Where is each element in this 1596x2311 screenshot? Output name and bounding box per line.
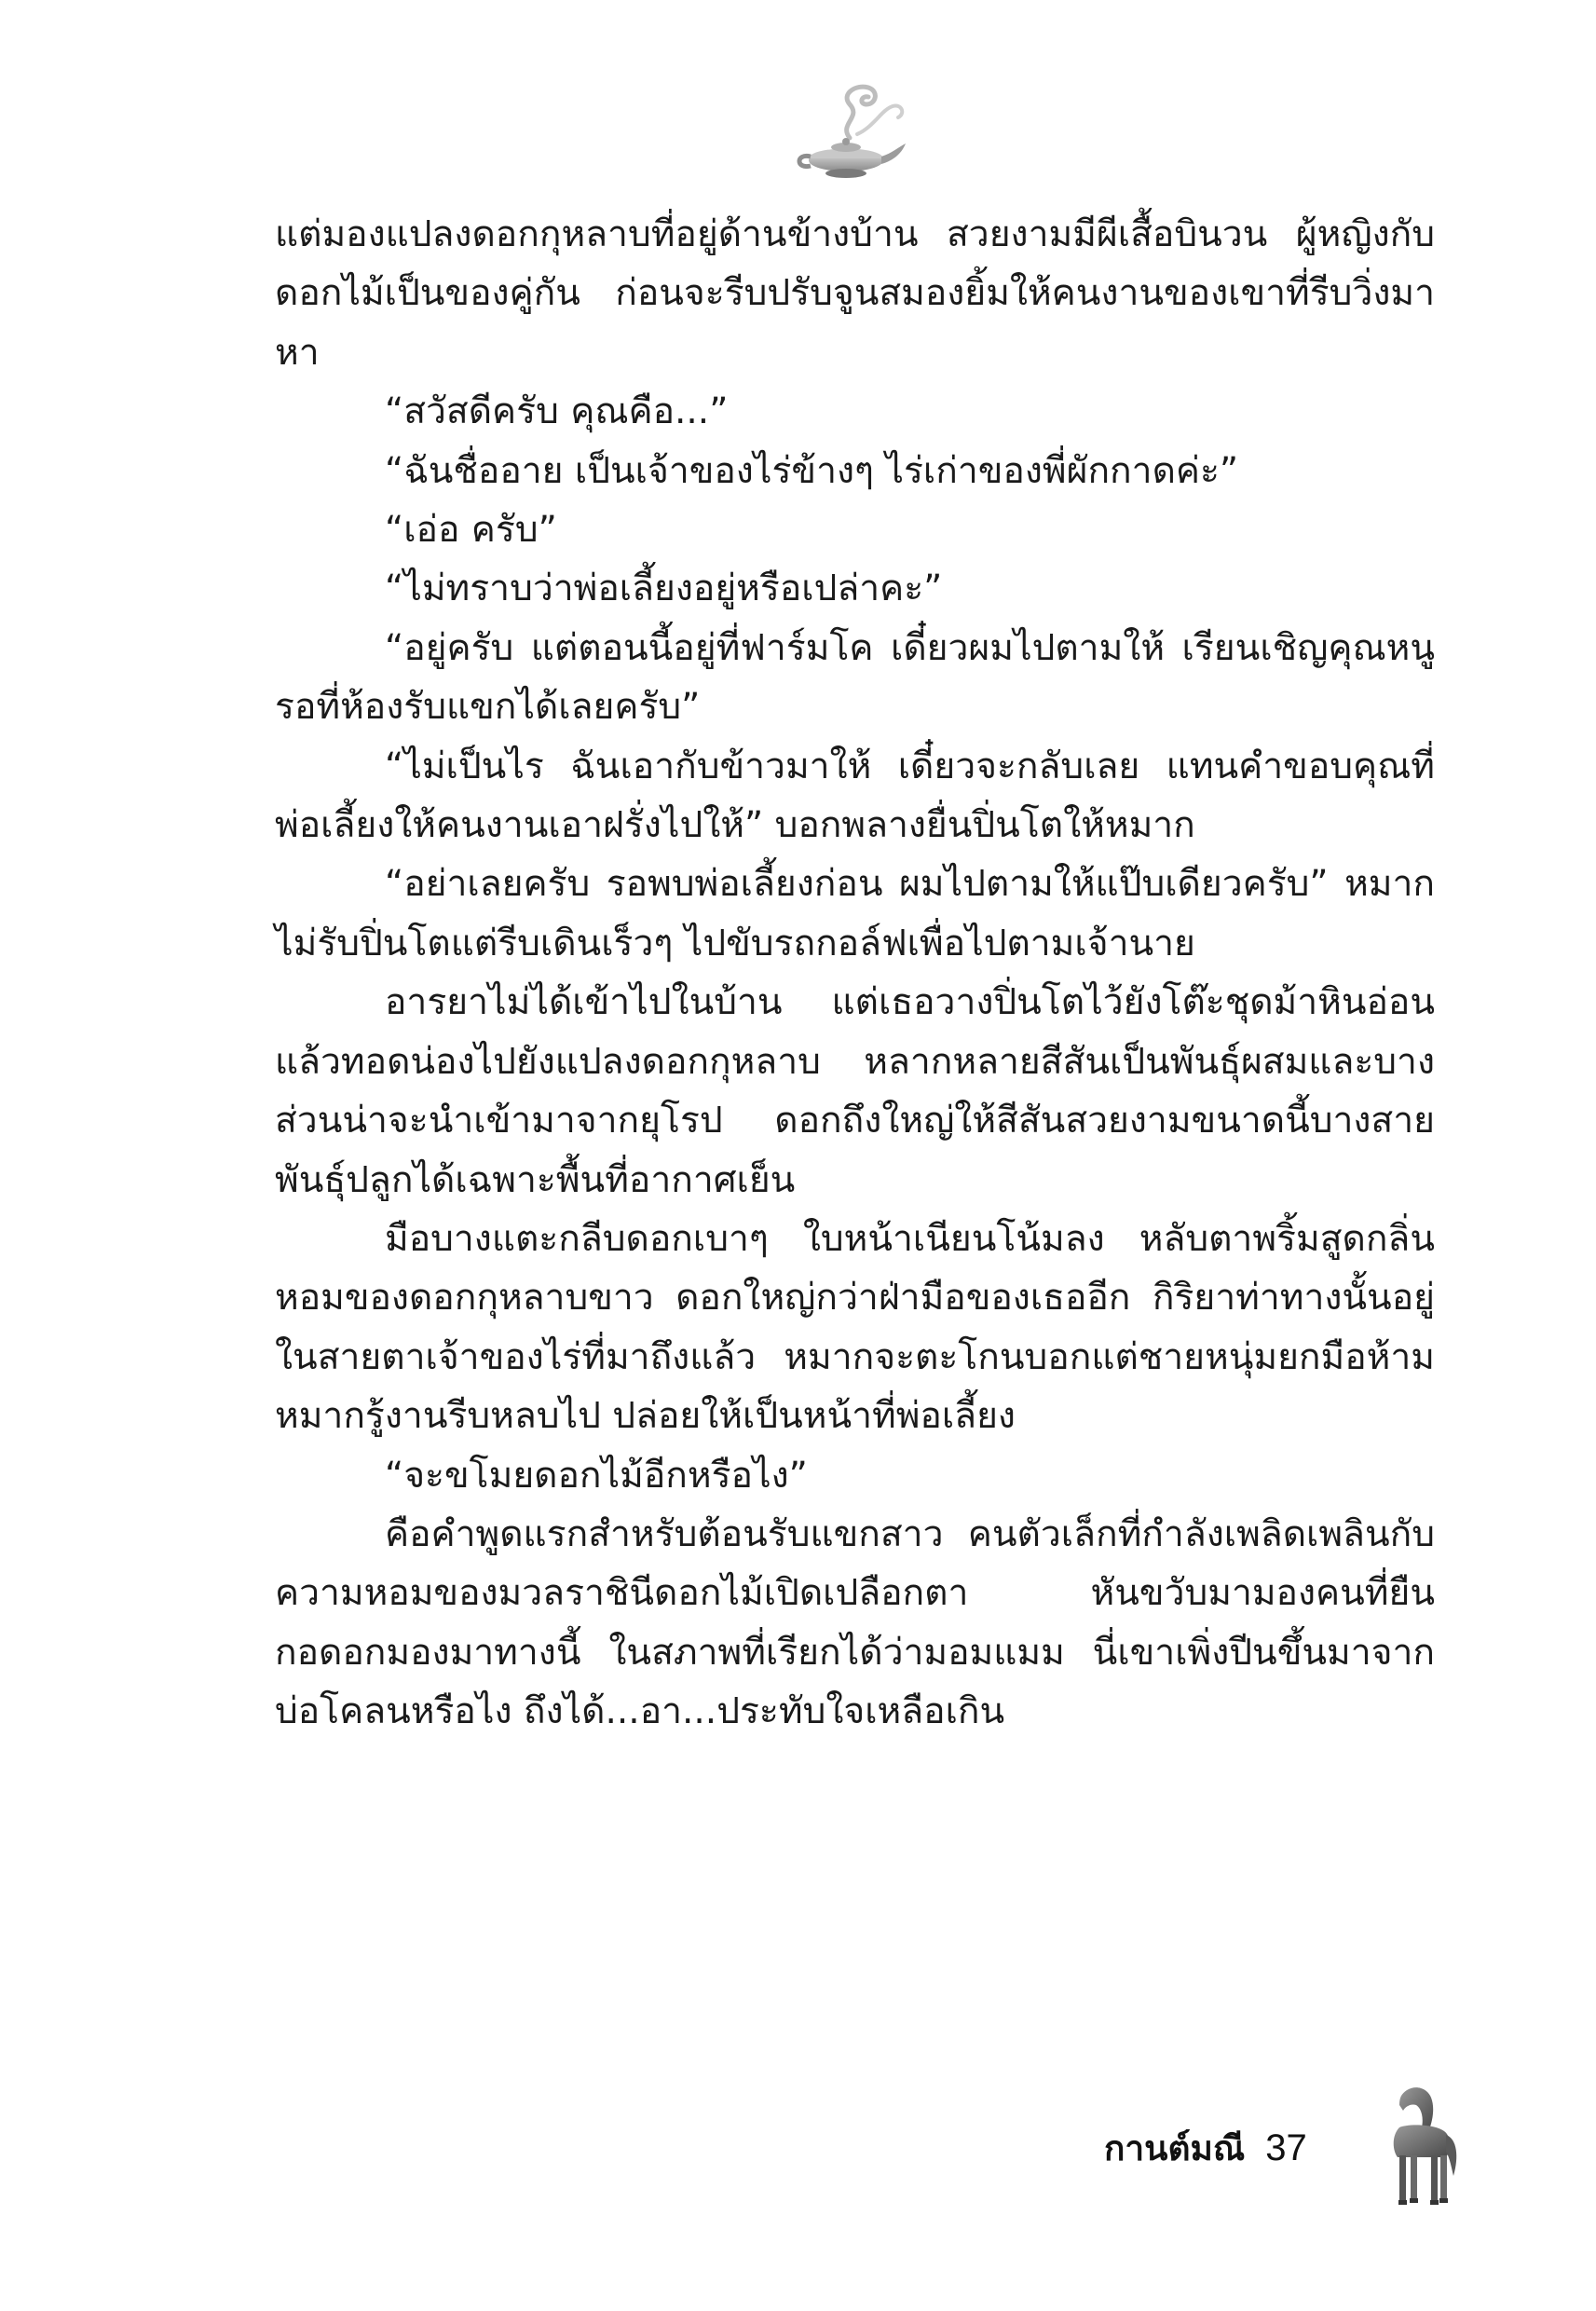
dialogue-line: “อย่าเลยครับ รอพบพ่อเลี้ยงก่อน ผมไปตามให้แป๊บเดียวครับ” หมากไม่รับปิ่นโตแต่รีบเดินเร็วๆ ไปขับรถกอล์ฟเพื่อไปตามเจ้านาย: [275, 863, 1435, 964]
horse-icon: [1379, 2083, 1463, 2208]
paragraph: แต่มองแปลงดอกกุหลาบที่อยู่ด้านข้างบ้าน สวยงามมีผีเสื้อบินวน ผู้หญิงกับดอกไม้เป็นของคู่กัน ก่อนจะรีบปรับจูนสมองยิ้มให้คนงานของเขาที่รีบวิ่งมาหา: [275, 213, 1435, 374]
magic-lamp-icon: [792, 73, 913, 185]
dialogue-line: “สวัสดีครับ คุณคือ...”: [385, 390, 729, 433]
dialogue-line: “อยู่ครับ แต่ตอนนี้อยู่ที่ฟาร์มโค เดี๋ยวผมไปตามให้ เรียนเชิญคุณหนูรอที่ห้องรับแขกได้เลยครับ”: [275, 626, 1435, 729]
dialogue-line: “ไม่ทราบว่าพ่อเลี้ยงอยู่หรือเปล่าคะ”: [385, 567, 943, 610]
dialogue-line: “ฉันชื่ออาย เป็นเจ้าของไร่ข้างๆ ไร่เก่าของพี่ผักกาดค่ะ”: [385, 449, 1239, 492]
body-text: [275, 205, 1435, 1742]
book-title: กานต์มณี: [1104, 2127, 1246, 2168]
page-number: 37: [1265, 2126, 1307, 2168]
paragraph: มือบางแตะกลีบดอกเบาๆ ใบหน้าเนียนโน้มลง หลับตาพริ้มสูดกลิ่นหอมของดอกกุหลาบขาว ดอกใหญ่กว่าฝ่ามือของเธออีก กิริยาท่าทางนั้นอยู่ในสายตาเจ้าของไร่ที่มาถึงแล้ว หมากจะตะโกนบอกแต่ชายหนุ่มยกมือห้าม หมากรู้งานรีบหลบไป ปล่อยให้เป็นหน้าที่พ่อเลี้ยง: [275, 1217, 1435, 1438]
dialogue-line: “เอ่อ ครับ”: [385, 509, 557, 552]
paragraph: คือคำพูดแรกสำหรับต้อนรับแขกสาว คนตัวเล็กที่กำลังเพลิดเพลินกับความหอมของมวลราชินีดอกไม้เปิดเปลือกตา หันขวับมามองคนที่ยืนกอดอกมองมาทางนี้ ในสภาพที่เรียกได้ว่ามอมแมม นี่เขาเพิ่งปีนขึ้นมาจากบ่อโคลนหรือไง ถึงได้...อา...ประทับใจเหลือเกิน: [275, 1512, 1435, 1733]
page-footer: [1104, 2120, 1307, 2176]
dialogue-line: “จะขโมยดอกไม้อีกหรือไง”: [385, 1454, 808, 1497]
paragraph: อารยาไม่ได้เข้าไปในบ้าน แต่เธอวางปิ่นโตไว้ยังโต๊ะชุดม้าหินอ่อนแล้วทอดน่องไปยังแปลงดอกกุหลาบ หลากหลายสีสันเป็นพันธุ์ผสมและบางส่วนน่าจะนำเข้ามาจากยุโรป ดอกถึงใหญ่ให้สีสันสวยงามขนาดนี้บางสายพันธุ์ปลูกได้เฉพาะพื้นที่อากาศเย็น: [275, 981, 1435, 1201]
dialogue-line: “ไม่เป็นไร ฉันเอากับข้าวมาให้ เดี๋ยวจะกลับเลย แทนคำขอบคุณที่พ่อเลี้ยงให้คนงานเอาฝรั่งไปให้” บอกพลางยื่นปิ่นโตให้หมาก: [275, 745, 1435, 847]
